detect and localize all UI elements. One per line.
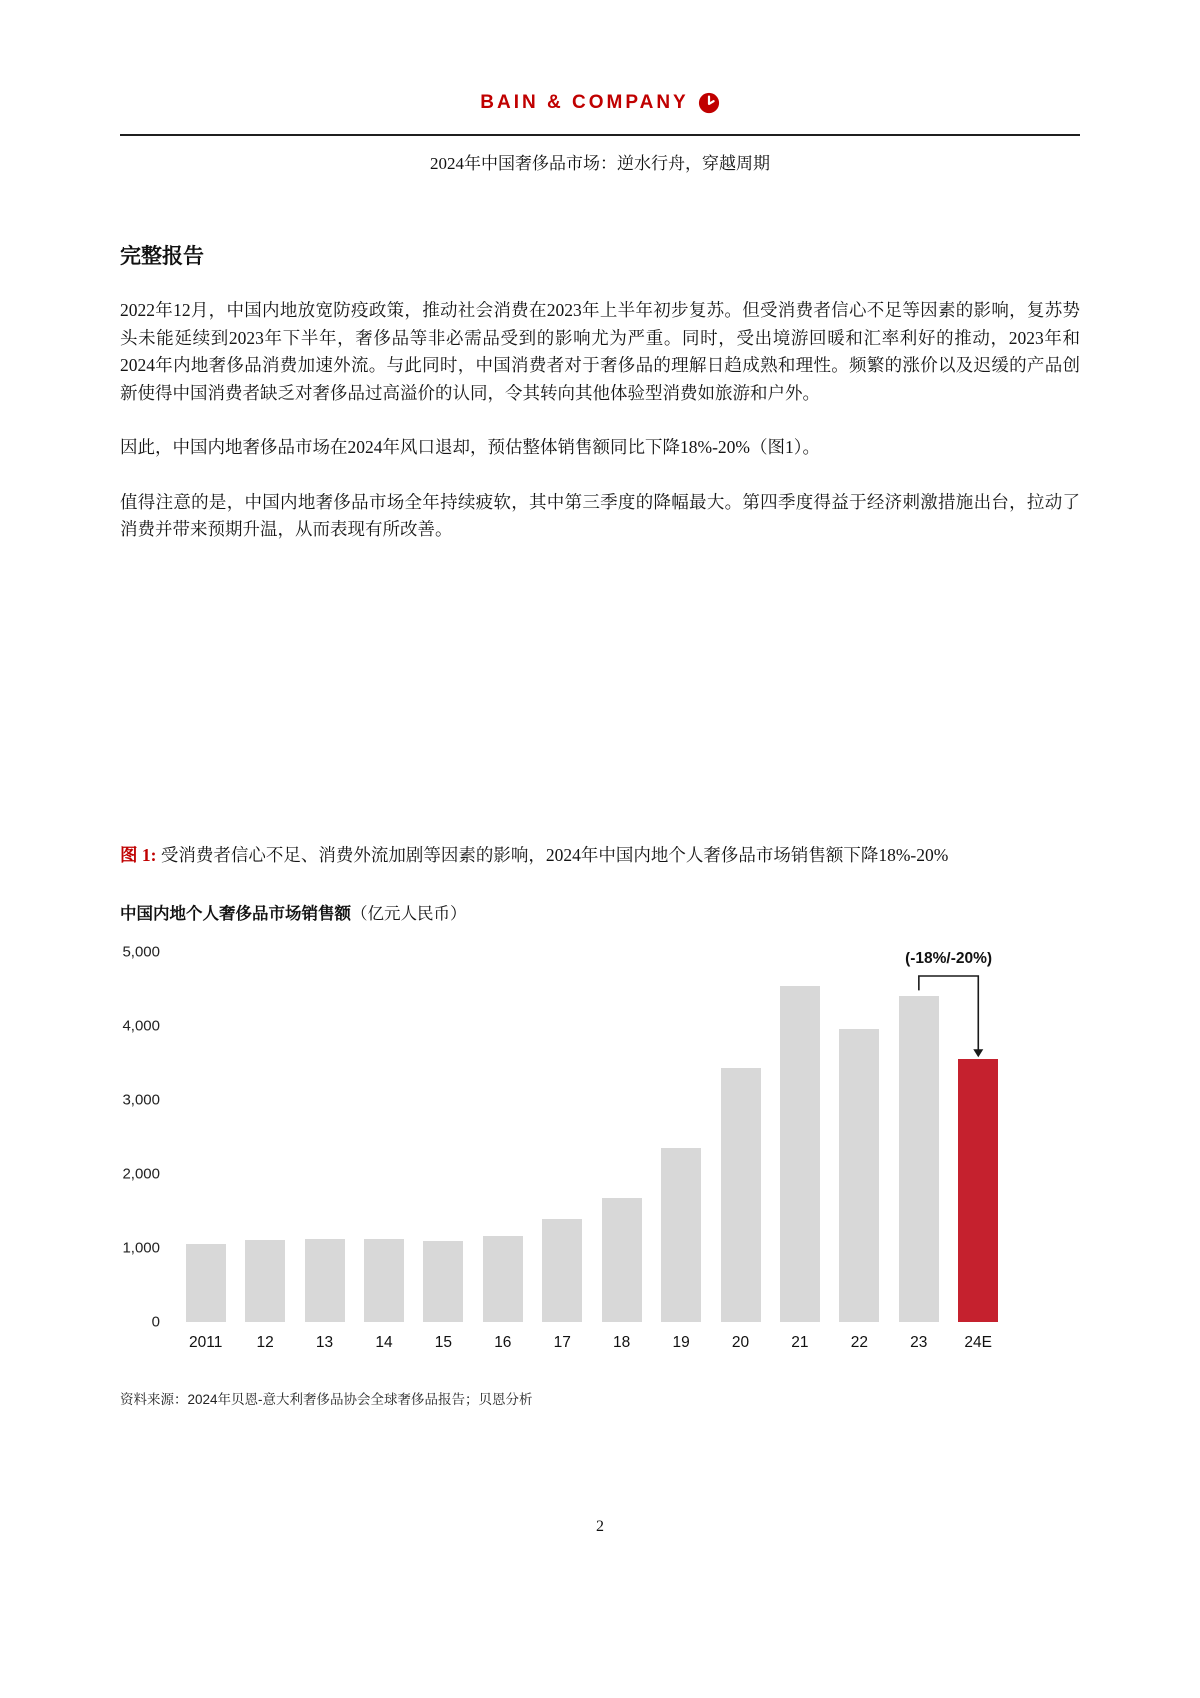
bar-slot	[830, 1029, 889, 1321]
y-tick-label: 3,000	[122, 1091, 160, 1108]
x-tick-label: 18	[613, 1333, 631, 1351]
bar	[542, 1219, 582, 1321]
x-tick-label: 21	[791, 1333, 809, 1351]
chart-plot	[176, 952, 1008, 1322]
body-paragraph: 2022年12月，中国内地放宽防疫政策，推动社会消费在2023年上半年初步复苏。但受消费者信心不足等因素的影响，复苏势头未能延续到2023年下半年，奢侈品等非必需品受到的影响尤为严重。同时，受出境游回暖和汇率利好的推动，2023年和2024年内地奢侈品消费加速外流。与此同时，中国消费者对于奢侈品的理解日趋成熟和理性。频繁的涨价以及迟缓的产品创新使得中国消费者缺乏对奢侈品过高溢价的认同，令其转向其他体验型消费如旅游和户外。	[120, 300, 1080, 403]
x-tick-label: 14	[375, 1333, 393, 1351]
figure-caption-text: 受消费者信心不足、消费外流加剧等因素的影响，2024年中国内地个人奢侈品市场销售额下降18%-20%	[160, 844, 949, 865]
chart-x-axis	[176, 1334, 1008, 1352]
bar-slot	[592, 1198, 651, 1322]
chart-title	[120, 900, 1080, 924]
bar	[186, 1244, 226, 1322]
page-content	[0, 240, 1200, 1408]
x-tick-label: 22	[850, 1333, 868, 1351]
source-note: 资料来源：2024年贝恩-意大利奢侈品协会全球奢侈品报告；贝恩分析	[120, 1391, 533, 1407]
bar-slot	[889, 996, 948, 1322]
figure-label: 图 1:	[120, 844, 157, 865]
bar-chart	[120, 943, 1080, 1330]
y-tick-label: 2,000	[122, 1165, 160, 1182]
y-tick-label: 5,000	[122, 943, 160, 960]
x-tick-label: 24E	[964, 1333, 992, 1351]
header-divider	[120, 134, 1080, 136]
bar	[780, 986, 820, 1322]
bar	[721, 1068, 761, 1322]
bar-slot	[770, 986, 829, 1322]
bar-slot	[533, 1219, 592, 1321]
figure-1	[120, 840, 1080, 1408]
bar-slot	[354, 1239, 413, 1321]
body-paragraph: 因此，中国内地奢侈品市场在2024年风口退却，预估整体销售额同比下降18%-20%（图1）。	[120, 437, 820, 457]
bar	[661, 1148, 701, 1321]
bar	[899, 996, 939, 1322]
y-tick-label: 4,000	[122, 1017, 160, 1034]
x-tick-label: 2011	[189, 1333, 223, 1351]
bar	[364, 1239, 404, 1321]
x-tick-label: 19	[672, 1333, 690, 1351]
bar-slot	[176, 1244, 235, 1322]
y-tick-label: 1,000	[122, 1239, 160, 1256]
bar-slot	[295, 1239, 354, 1322]
bar-slot	[711, 1068, 770, 1322]
x-tick-label: 23	[910, 1333, 928, 1351]
page-header	[0, 0, 1200, 114]
figure-caption	[120, 840, 1080, 870]
page-number: 2	[596, 1518, 604, 1535]
bain-logo	[480, 92, 719, 114]
report-subtitle: 2024年中国奢侈品市场：逆水行舟，穿越周期	[430, 154, 770, 173]
bar	[602, 1198, 642, 1322]
bar-slot	[948, 1059, 1007, 1322]
bar-slot	[651, 1148, 710, 1321]
y-tick-label: 0	[151, 1313, 160, 1330]
chart-title-unit: （亿元人民币）	[351, 904, 467, 923]
chart-title-main: 中国内地个人奢侈品市场销售额	[120, 904, 351, 923]
chart-y-axis	[120, 943, 176, 1330]
body-paragraph: 值得注意的是，中国内地奢侈品市场全年持续疲软，其中第三季度的降幅最大。第四季度得益于经济刺激措施出台，拉动了消费并带来预期升温，从而表现有所改善。	[120, 491, 1080, 539]
bar-slot	[473, 1236, 532, 1321]
decline-annotation-label: (-18%/-20%)	[905, 951, 993, 967]
bar	[839, 1029, 879, 1321]
x-tick-label: 13	[315, 1333, 334, 1351]
bar-slot	[414, 1241, 473, 1322]
bain-compass-icon	[698, 92, 720, 114]
bar	[483, 1236, 523, 1321]
bar	[305, 1239, 345, 1322]
x-tick-label: 12	[256, 1333, 274, 1351]
bar	[245, 1240, 285, 1321]
chart-bars	[176, 952, 1008, 1322]
bain-logo-text: BAIN & COMPANY	[480, 92, 689, 113]
bar-highlight-24e	[958, 1059, 998, 1322]
x-tick-label: 20	[731, 1333, 750, 1351]
bar	[423, 1241, 463, 1322]
section-title: 完整报告	[120, 245, 204, 268]
x-tick-label: 17	[553, 1333, 571, 1351]
x-tick-label: 15	[434, 1333, 453, 1351]
bar-slot	[235, 1240, 294, 1321]
x-tick-label: 16	[494, 1333, 512, 1351]
